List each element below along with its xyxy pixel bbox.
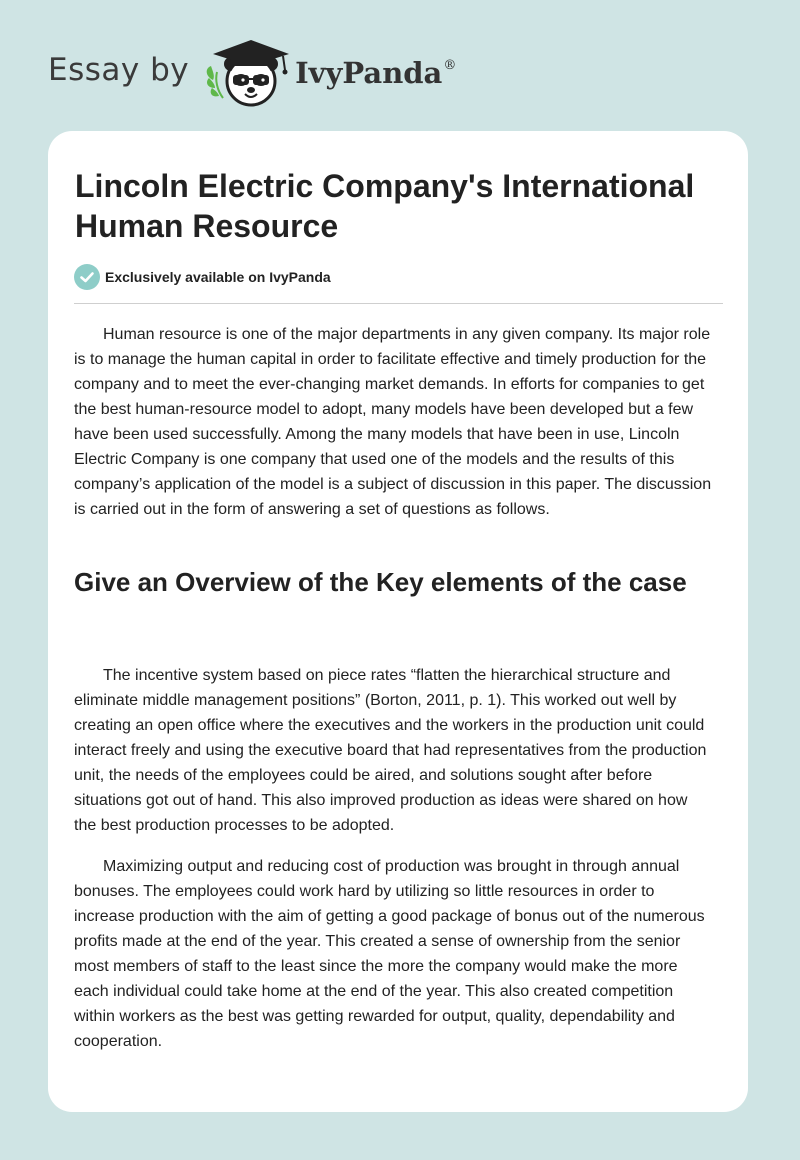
- registered-mark: ®: [443, 58, 457, 73]
- divider: [74, 303, 723, 304]
- check-circle-icon: [74, 264, 100, 290]
- site-header-logo[interactable]: [48, 36, 456, 108]
- section-heading: Give an Overview of the Key elements of the case: [74, 567, 687, 597]
- brand-name: IvyPanda®: [295, 56, 457, 90]
- essay-card: [48, 131, 748, 1112]
- section-paragraph-2: Maximizing output and reducing cost of production was brought in through annual bonuses. The employees could work hard by utilizing so little resources in order to increase production with the aim of getting a good package of bonus out of the numerous profits made at the end of the year. This created a sense of ownership from the senior most members of staff to the least since the more the company would make the more each individual could take home at the end of the year. This also created competition within workers as the best was getting rewarded for output, quality, dependability and cooperation.: [74, 858, 705, 1050]
- exclusive-badge: [74, 264, 331, 290]
- panda-graduation-cap-icon: [203, 36, 299, 108]
- exclusive-label: Exclusively available on IvyPanda: [105, 269, 331, 285]
- page-title: Lincoln Electric Company's International Human Resource: [75, 168, 695, 244]
- essay-by-label: Essay by: [48, 52, 190, 88]
- section-paragraph-1: The incentive system based on piece rates “flatten the hierarchical structure and eliminate middle management positions” (Borton, 2011, p. 1). This worked out well by creating an open office where the executives and the workers in the production unit could interact freely and using the executive board that had representatives from the production unit, the needs of the employees could be aired, and solutions sought after before situations got out of hand. This also improved production as ideas were shared on how the best production processes to be adopted.: [74, 667, 707, 834]
- intro-paragraph: Human resource is one of the major departments in any given company. Its major role is to manage the human capital in order to facilitate effective and timely production for the company and to meet the ever-changing market demands. In efforts for companies to get the best human-resource model to adopt, many models have been developed but a few have been used successfully. Among the many models that have been in use, Lincoln Electric Company is one company that used one of the models and the results of this company’s application of the model is a subject of discussion in this paper. The discussion is carried out in the form of answering a set of questions as follows.: [74, 326, 712, 518]
